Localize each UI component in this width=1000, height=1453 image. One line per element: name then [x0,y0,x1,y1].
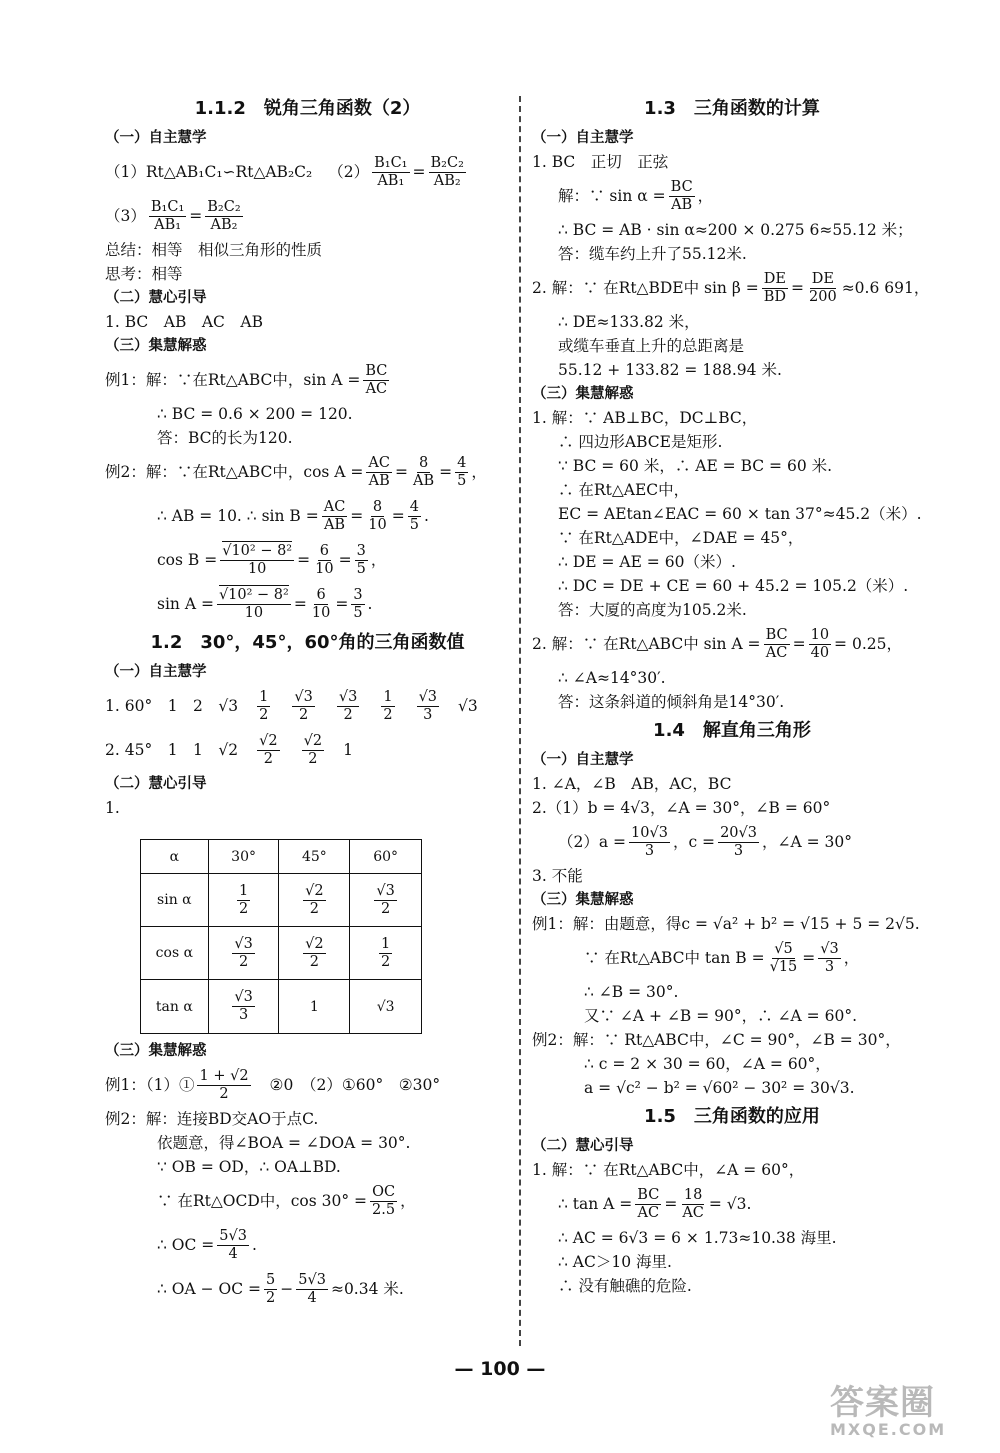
section-title-1-4: 1.4 解直角三角形 [653,720,811,741]
answer-line: ∴ 没有触礁的危险. [558,1277,692,1295]
answer-line: 例1：（1）① $\frac{1 + √2}{2}$ ②0 （2）①60° ②30° [105,1067,441,1102]
answer-line: 2.（1）b = 4√3，∠A = 30°，∠B = 60° [532,799,831,817]
fraction: $\frac{6}{10}$ [315,542,334,577]
right-column [532,92,932,1298]
answer-line: ∴ ∠B = 30°. [584,983,679,1001]
answer-line: 1. ∠A，∠B AB，AC，BC [532,775,732,793]
fraction: $\frac{BC}{AC}$ [365,362,388,397]
answer-line: 答：这条斜道的倾斜角是14°30′. [558,693,785,711]
answer-line: 答：大厦的高度为105.2米. [558,601,747,619]
heading-self-study: （一）自主慧学 [105,664,207,680]
answer-line: ∵ BC = 60 米，∴ AE = BC = 60 米. [558,457,833,475]
heading-guidance: （二）慧心引导 [105,776,207,792]
heading-self-study: （一）自主慧学 [532,130,634,146]
answer-line: ∴ AC＞10 海里. [558,1253,672,1271]
fraction: $\frac{8}{10}$ [368,498,387,533]
left-column-lower [105,1039,510,1311]
table-row-label: cos α [141,927,209,980]
answer-line: 例1：解：∵在Rt△ABC中，sin A = $\frac{BC}{AC}$ [105,362,388,397]
left-column [105,92,510,820]
answer-line: 55.12 + 133.82 = 188.94 米. [558,361,782,379]
answer-line: ∵ OB = OD，∴ OA⊥BD. [157,1158,341,1176]
answer-line: ∴ 在Rt△AEC中， [558,481,690,499]
fraction: $\frac{6}{10}$ [311,586,331,621]
answer-line: ∴ OC = $\frac{5√3}{4}$ . [157,1227,257,1262]
answer-line: ∴ tan A = $\frac{BC}{AC}$ = $\frac{18}{AC}$ = √3. [558,1186,752,1221]
fraction: $\frac{3}{5}$ [356,542,366,577]
table-header: α [141,840,209,874]
answer-line: ∴ c = 2 × 30 = 60，∠A = 60°， [584,1055,831,1073]
answer-line: ∴ BC = AB · sin α≈200 × 0.275 6≈55.12 米； [558,221,913,239]
fraction: $\frac{4}{5}$ [457,454,467,489]
watermark-logo: 答案圈 MXQE.COM [830,1383,947,1439]
answer-line: （1）Rt△AB₁C₁∽Rt△AB₂C₂ （2） $\frac{\text{B₁C₁}}{\text{AB₁}}$ = $\frac{\text{B₂C₂}}{\text{AB₂}}$ [105,154,464,189]
fraction: $\frac{\text{B₂C₂}}{\text{AB₂}}$ [207,198,241,233]
answer-line: ∴ DC = DE + CE = 60 + 45.2 = 105.2（米）. [558,577,909,595]
section-title-1-3: 1.3 三角函数的计算 [644,98,820,119]
answer-line: ∵ 在Rt△OCD中，cos 30° = $\frac{OC}{2.5}$ ， [157,1183,416,1218]
table-header: 30° [208,840,279,874]
table-row-label: tan α [141,980,209,1034]
heading-problems: （三）集慧解惑 [105,338,207,354]
answer-line: ∴ OA − OC = $\frac{5}{2}$ − $\frac{5√3}{4}$ ≈0.34 米. [157,1271,404,1306]
heading-self-study: （一）自主慧学 [105,130,207,146]
answer-line: cos B = $\frac{\text{√10² − 8²}}{10}$ = $\frac{6}{10}$ = $\frac{3}{5}$ ， [157,542,387,577]
fraction: $\frac{3}{5}$ [353,586,363,621]
fraction: $\frac{\text{√10² − 8²}}{10}$ [218,586,289,621]
answer-line: EC = AEtan∠EAC = 60 × tan 37°≈45.2（米）. [558,505,922,523]
answer-line: 依题意，得∠BOA = ∠DOA = 30°. [157,1134,411,1152]
table-header: 60° [350,840,422,874]
answer-line: a = √c² − b² = √60² − 30² = 30√3. [584,1079,855,1097]
answer-line: 1. BC 正切 正弦 [532,153,669,171]
fraction: $\frac{\text{B₁C₁}}{\text{AB₁}}$ [150,198,185,233]
answer-line: ∴ AC = 6√3 = 6 × 1.73≈10.38 海里. [558,1229,837,1247]
fraction: $\frac{AC}{AB}$ [323,498,346,533]
answer-line: （2）a = $\frac{10√3}{3}$ ，c = $\frac{20√3}{3}$ ，∠A = 30° [558,824,852,859]
answer-line: 1. 解：∵ AB⊥BC，DC⊥BC， [532,409,758,427]
heading-guidance: （二）慧心引导 [532,1138,634,1154]
answer-line: 3. 不能 [532,867,583,885]
section-title-1-5: 1.5 三角函数的应用 [644,1106,820,1127]
fraction: $\frac{AC}{AB}$ [368,454,390,489]
fraction: $\frac{8}{AB}$ [413,454,435,489]
answer-line: ∴ AB = 10. ∴ sin B = $\frac{AC}{AB}$ = $\frac{8}{10}$ = $\frac{4}{5}$ . [157,498,429,533]
table-header: 45° [279,840,350,874]
answer-line: 1. 60° 1 2 √3 $\frac{1}{2}$ $\frac{√3}{2}$ $\frac{√3}{2}$ $\frac{1}{2}$ $\frac{√3}{3}$ √3 [105,688,478,723]
column-divider [519,96,521,1346]
table-label: 1. [105,799,120,817]
answer-line: 或缆车垂直上升的总距离是 [558,337,745,355]
heading-problems: （三）集慧解惑 [105,1043,207,1059]
answer-line: 总结：相等 相似三角形的性质 [105,241,323,259]
answer-line: 例2：解：∵ Rt△ABC中，∠C = 90°，∠B = 30°， [532,1031,901,1049]
section-title-1-2: 1.2 30°，45°，60°角的三角函数值 [150,632,465,653]
answer-line: 答：BC的长为120. [157,429,293,447]
table-row-label: sin α [141,874,209,927]
heading-guidance: （二）慧心引导 [105,290,207,306]
answer-line: 2. 解：∵ 在Rt△ABC中 sin A = $\frac{BC}{AC}$ = $\frac{10}{40}$ = 0.25， [532,626,902,661]
answer-line: ∴ DE = AE = 60（米）. [558,553,736,571]
heading-self-study: （一）自主慧学 [532,752,634,768]
answer-line: 思考：相等 [105,265,183,283]
heading-problems: （三）集慧解惑 [532,386,634,402]
answer-line: 1. 解：∵ 在Rt△ABC中，∠A = 60°， [532,1161,805,1179]
answer-line: 答：缆车约上升了55.12米. [558,245,747,263]
answer-line: 1. BC AB AC AB [105,313,263,331]
answer-line: ∴ BC = 0.6 × 200 = 120. [157,405,353,423]
answer-line: sin A = $\frac{\text{√10² − 8²}}{10}$ = $\frac{6}{10}$ = $\frac{3}{5}$ . [157,586,373,621]
fraction: $\frac{\text{B₁C₁}}{\text{AB₁}}$ [374,154,408,189]
answer-line: 例1：解：由题意，得c = √a² + b² = √15 + 5 = 2√5. [532,915,920,933]
answer-line: ∴ 四边形ABCE是矩形. [558,433,723,451]
section-title-1-1-2: 1.1.2 锐角三角函数（2） [194,98,421,119]
answer-line: ∴ ∠A≈14°30′. [558,669,666,687]
page-number: — 100 — [454,1358,546,1380]
answer-line: ∴ DE≈133.82 米， [558,313,700,331]
answer-line: 解：∵ sin α = $\frac{BC}{AB}$ ， [558,178,714,213]
heading-problems: （三）集慧解惑 [532,892,634,908]
fraction: $\frac{4}{5}$ [409,498,419,533]
answer-line: （3） $\frac{\text{B₁C₁}}{\text{AB₁}}$ = $\frac{\text{B₂C₂}}{\text{AB₂}}$ [105,198,241,233]
trig-value-table: α 30° 45° 60° sin α $\frac{1}{2}$ $\frac{√2}{2}$ $\frac{√3}{2}$ cos α $\frac{√3}{2}$ $\frac{√2}{2}$ $\frac{1}{2}$ tan α $\frac{√3}{3}$ 1 √3 [140,839,422,1034]
fraction: $\frac{\text{B₂C₂}}{\text{AB₂}}$ [430,154,464,189]
answer-line: 又∵ ∠A + ∠B = 90°，∴ ∠A = 60°. [584,1007,857,1025]
answer-line: 2. 解：∵ 在Rt△BDE中 sin β = $\frac{DE}{BD}$ = $\frac{DE}{200}$ ≈0.6 691， [532,270,930,305]
answer-line: ∵ 在Rt△ADE中，∠DAE = 45°， [558,529,804,547]
answer-line: 例2：解：∵在Rt△ABC中，cos A = $\frac{AC}{AB}$ = $\frac{8}{AB}$ = $\frac{4}{5}$ ， [105,454,487,489]
answer-line: 例2：解：连接BD交AO于点C. [105,1110,319,1128]
answer-line: 2. 45° 1 1 √2 $\frac{√2}{2}$ $\frac{√2}{2}$ 1 [105,732,353,767]
fraction: $\frac{\text{√10² − 8²}}{10}$ [222,542,293,577]
answer-line: ∵ 在Rt△ABC中 tan B = $\frac{√5}{√15}$ = $\frac{√3}{3}$ ， [584,940,860,975]
